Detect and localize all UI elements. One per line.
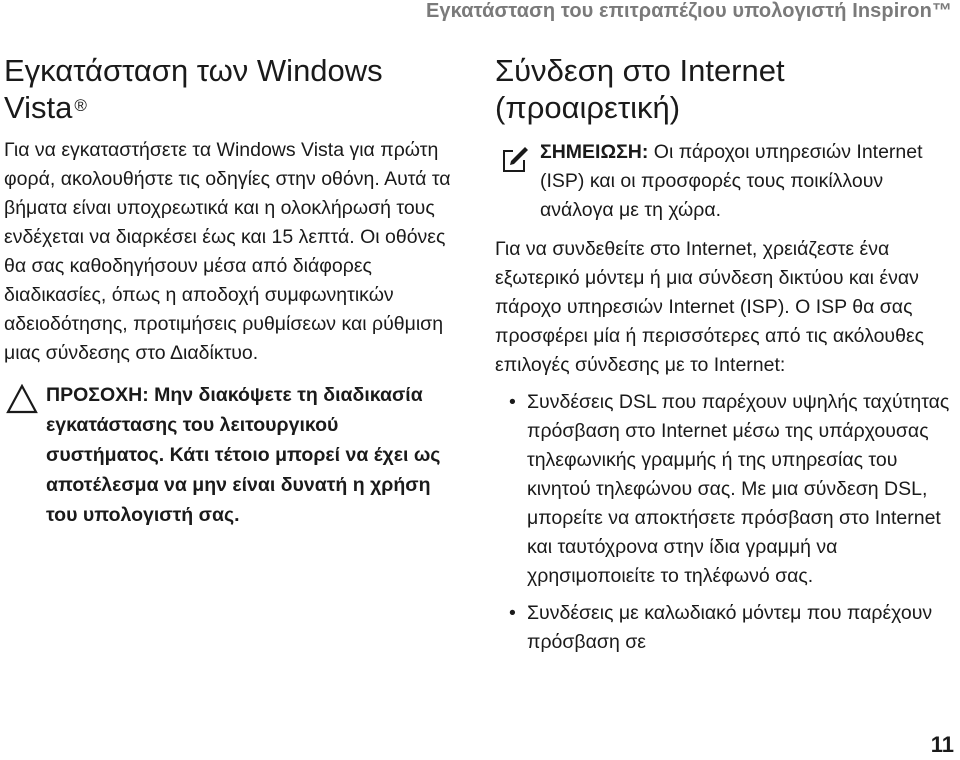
right-column	[495, 52, 957, 665]
connection-options-list	[495, 388, 957, 657]
caution-text: ΠΡΟΣΟΧΗ: Μην διακόψετε τη διαδικασία εγκατάστασης του λειτουργικού συστήματος. Κάτι τέτοιο μπορεί να έχει ως αποτέλεσμα να μην είναι δυνατή η χρήση του υπολογιστή σας.	[46, 384, 441, 526]
note-block	[495, 138, 957, 225]
caution-triangle-icon	[6, 384, 38, 414]
note-pencil-icon	[503, 146, 529, 172]
intro-paragraph: Για να εγκαταστήσετε τα Windows Vista για πρώτη φορά, ακολουθήστε τις οδηγίες στην οθόνη. Αυτά τα βήματα είναι υποχρεωτικά και η ολοκλήρωσή τους ενδέχεται να διαρκέσει έως και 15 λεπτά. Οι οθόνες θα σας καθοδηγήσουν μέσα από διάφορες διαδικασίες, όπως η αποδοχή συμφωνητικών αδειοδότησης, προτιμήσεις ρυθμίσεων και ρύθμιση μιας σύνδεσης στο Διαδίκτυο.	[4, 139, 451, 364]
note-label: ΣΗΜΕΙΩΣΗ:	[540, 141, 649, 163]
caution-block	[4, 380, 460, 530]
bullet-dot: •	[509, 391, 516, 413]
list-item	[495, 599, 957, 657]
list-item	[495, 388, 957, 591]
connect-paragraph: Για να συνδεθείτε στο Internet, χρειάζεστε ένα εξωτερικό μόντεμ ή μια σύνδεση δικτύου και έναν πάροχο υπηρεσιών Internet (ISP). Ο ISP θα σας προσφέρει μία ή περισσότερες από τις ακόλουθες επιλογές σύνδεσης με το Internet:	[495, 238, 925, 376]
note-body: Οι πάροχοι υπηρεσιών Internet (ISP) και οι προσφορές τους ποικίλλουν ανάλογα με τη χώρα.	[540, 141, 923, 221]
section-title-internet: Σύνδεση στο Internet (προαιρετική)	[495, 53, 785, 125]
registered-mark: ®	[74, 96, 87, 115]
list-item-text: Συνδέσεις με καλωδιακό μόντεμ που παρέχουν πρόσβαση σε	[527, 602, 933, 653]
bullet-dot: •	[509, 602, 516, 624]
page-number: 11	[930, 732, 954, 757]
section-title-windows-vista	[4, 52, 454, 126]
left-column	[4, 52, 460, 530]
section-title-text: Εγκατάσταση των Windows Vista	[4, 53, 383, 125]
list-item-text: Συνδέσεις DSL που παρέχουν υψηλής ταχύτητας πρόσβαση στο Internet μέσω της υπάρχουσας τηλεφωνικής γραμμής ή της υπηρεσίας του κινητού τηλεφώνου σας. Με μια σύνδεση DSL, μπορείτε να αποκτήσετε πρόσβαση στο Internet και ταυτόχρονα στην ίδια γραμμή να χρησιμοποιείτε το τηλέφωνό σας.	[527, 391, 950, 587]
running-header: Εγκατάσταση του επιτραπέζιου υπολογιστή Inspiron™	[425, 0, 952, 22]
note-text	[540, 138, 957, 225]
